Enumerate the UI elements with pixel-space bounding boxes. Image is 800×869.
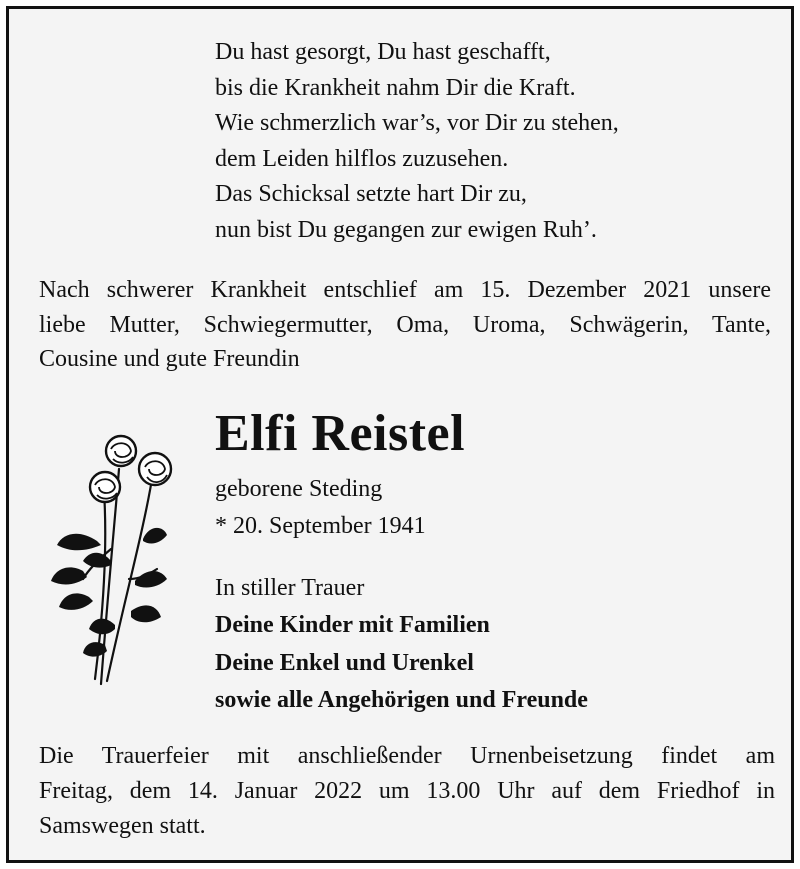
birth-date: * 20. September 1941 bbox=[215, 513, 426, 539]
poem-line: nun bist Du gegangen zur ewigen Ruh’. bbox=[215, 216, 597, 243]
deceased-name: Elfi Reistel bbox=[215, 405, 466, 462]
poem-line: Du hast gesorgt, Du hast geschafft, bbox=[215, 39, 551, 65]
mourner-line: sowie alle Angehörigen und Freunde bbox=[215, 686, 588, 713]
mourning-heading: In stiller Trauer bbox=[215, 575, 365, 601]
poem-line: Wie schmerzlich war’s, vor Dir zu stehen, bbox=[215, 110, 619, 137]
death-announcement bbox=[39, 273, 771, 377]
mourner-line: Deine Kinder mit Familien bbox=[215, 612, 490, 639]
deceased-details bbox=[215, 471, 426, 545]
funeral-service-info bbox=[39, 739, 775, 844]
mourner-line: Deine Enkel und Urenkel bbox=[215, 649, 474, 676]
announcement-line: Cousine und gute Freundin bbox=[39, 346, 300, 372]
service-line: Samswegen statt. bbox=[39, 813, 206, 839]
mourners-block bbox=[215, 570, 588, 719]
service-line: Freitag, dem 14. Januar 2022 um 13.00 Uhr auf dem Friedhof in bbox=[39, 778, 775, 804]
obituary-notice bbox=[6, 6, 794, 863]
announcement-line: Nach schwerer Krankheit entschlief am 15. Dezember 2021 unsere bbox=[39, 277, 771, 303]
poem-line: Das Schicksal setzte hart Dir zu, bbox=[215, 181, 527, 208]
announcement-line: liebe Mutter, Schwiegermutter, Oma, Uroma, Schwägerin, Tante, bbox=[39, 311, 771, 338]
maiden-name: geborene Steding bbox=[215, 476, 383, 502]
service-line: Die Trauerfeier mit anschließender Urnenbeisetzung findet am bbox=[39, 743, 775, 769]
poem-line: bis die Krankheit nahm Dir die Kraft. bbox=[215, 74, 576, 101]
roses-icon bbox=[49, 429, 189, 691]
memorial-poem bbox=[215, 35, 619, 249]
poem-line: dem Leiden hilflos zuzusehen. bbox=[215, 145, 509, 172]
